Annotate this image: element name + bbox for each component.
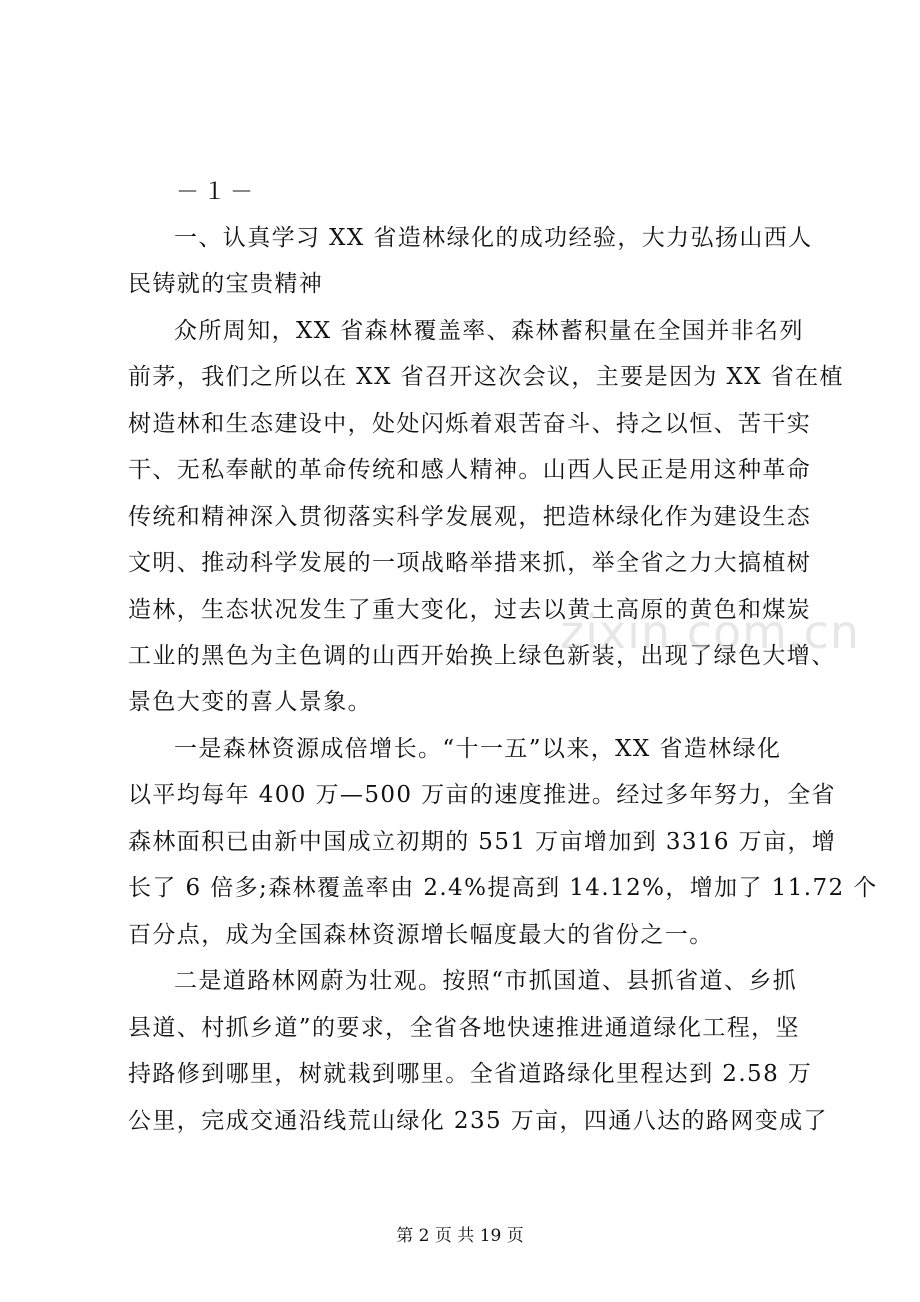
heading-line: 一、认真学习 XX 省造林绿化的成功经验，大力弘扬山西人 [174, 225, 813, 251]
paragraph-line: 树造林和生态建设中，处处闪烁着艰苦奋斗、持之以恒、苦干实 [128, 411, 812, 437]
paragraph-line: 持路修到哪里，树就栽到哪里。全省道路绿化里程达到 2.58 万 [128, 1061, 813, 1087]
paragraph-line: 文明、推动科学发展的一项战略举措来抓，举全省之力大搞植树 [128, 550, 812, 576]
paragraph-line: 森林面积已由新中国成立初期的 551 万亩增加到 3316 万亩，增 [128, 829, 837, 855]
paragraph-line: 前茅，我们之所以在 XX 省召开这次会议，主要是因为 XX 省在植 [128, 364, 844, 390]
paragraph-line: 二是道路林网蔚为壮观。按照“市抓国道、县抓省道、乡抓 [174, 968, 798, 994]
paragraph-line: 造林，生态状况发生了重大变化，过去以黄土高原的黄色和煤炭 [128, 597, 812, 623]
heading-line: 民铸就的宝贵精神 [128, 271, 324, 297]
paragraph-line: 景色大变的喜人景象。 [128, 689, 372, 715]
paragraph-line: 公里，完成交通沿线荒山绿化 235 万亩，四通八达的路网变成了 [128, 1108, 828, 1134]
paragraph-line: 传统和精神深入贯彻落实科学发展观，把造林绿化作为建设生态 [128, 504, 812, 530]
paragraph-line: 干、无私奉献的革命传统和感人精神。山西人民正是用这种革命 [128, 457, 812, 483]
paragraph-line: 百分点，成为全国森林资源增长幅度最大的省份之一。 [128, 922, 714, 948]
paragraph-line: 长了 6 倍多;森林覆盖率由 2.4%提高到 14.12%，增加了 11.72 个 [128, 875, 878, 901]
page-marker: －１－ [176, 179, 257, 205]
paragraph-line: 以平均每年 400 万—500 万亩的速度推进。经过多年努力，全省 [128, 782, 836, 808]
paragraph-line: 众所周知，XX 省森林覆盖率、森林蓄积量在全国并非名列 [174, 318, 804, 344]
paragraph-line: 一是森林资源成倍增长。“十一五”以来，XX 省造林绿化 [174, 736, 782, 762]
paragraph-line: 工业的黑色为主色调的山西开始换上绿色新装，出现了绿色大增、 [128, 643, 836, 669]
page-footer: 第 2 页 共 19 页 [396, 1226, 524, 1246]
paragraph-line: 县道、村抓乡道”的要求，全省各地快速推进通道绿化工程，坚 [128, 1015, 800, 1041]
watermark: zixin.com.cn [560, 605, 861, 659]
